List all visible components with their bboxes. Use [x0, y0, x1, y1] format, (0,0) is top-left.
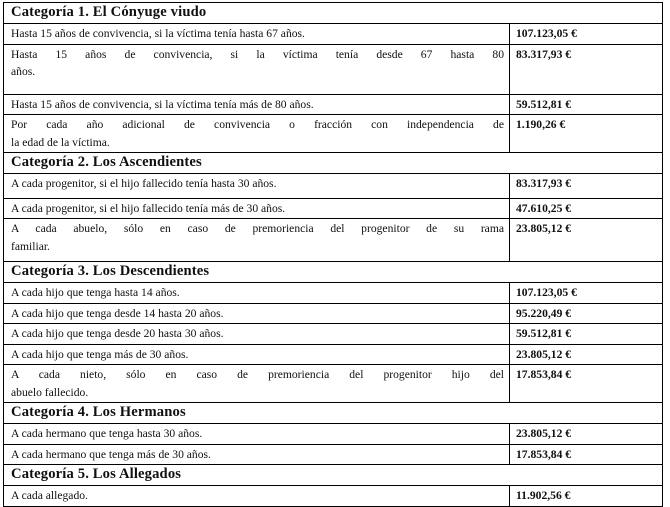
item-amount: 95.220,49 € [510, 303, 663, 324]
item-description: A cada hijo que tenga desde 14 hasta 20 años. [4, 303, 510, 324]
item-description-line: A cada abuelo, sólo en caso de premoriencia del progenitor de su rama [11, 222, 504, 235]
item-amount: 1.190,26 € [510, 115, 663, 153]
item-description [4, 219, 510, 262]
table-row [4, 283, 663, 304]
item-description: Hasta 15 años de convivencia, si la víctima tenía más de 80 años. [4, 94, 510, 115]
item-amount: 83.317,93 € [510, 174, 663, 199]
table-body [4, 3, 663, 507]
item-description: A cada hermano que tenga más de 30 años. [4, 444, 510, 465]
table-row [4, 94, 663, 115]
item-amount: 17.853,84 € [510, 365, 663, 403]
item-description [4, 365, 510, 403]
item-description-line: abuelo fallecido. [11, 385, 89, 399]
item-amount: 83.317,93 € [510, 44, 663, 94]
item-amount: 59.512,81 € [510, 94, 663, 115]
item-description-line: la edad de la víctima. [11, 135, 110, 149]
item-amount: 59.512,81 € [510, 324, 663, 345]
item-description: A cada hijo que tenga desde 20 hasta 30 años. [4, 324, 510, 345]
item-amount: 23.805,12 € [510, 344, 663, 365]
table-row [4, 365, 663, 403]
item-amount: 23.805,12 € [510, 424, 663, 445]
indemnity-scale-table [3, 2, 663, 507]
category-heading: Categoría 2. Los Ascendientes [4, 153, 663, 174]
item-description [4, 115, 510, 153]
item-amount: 47.610,25 € [510, 198, 663, 219]
category-header-row [4, 403, 663, 424]
table-row [4, 444, 663, 465]
category-heading: Categoría 4. Los Hermanos [4, 403, 663, 424]
table-row [4, 219, 663, 262]
item-description-line: familiar. [11, 239, 50, 253]
category-header-row [4, 153, 663, 174]
category-heading: Categoría 1. El Cónyuge viudo [4, 3, 663, 24]
item-description: A cada progenitor, si el hijo fallecido tenía hasta 30 años. [4, 174, 510, 199]
item-description-line: A cada nieto, sólo en caso de premoriencia del progenitor hijo del [11, 368, 504, 381]
category-heading: Categoría 5. Los Allegados [4, 465, 663, 486]
item-amount: 17.853,84 € [510, 444, 663, 465]
item-description: A cada progenitor, si el hijo fallecido tenía más de 30 años. [4, 198, 510, 219]
item-description-line: años. [11, 65, 36, 78]
category-heading: Categoría 3. Los Descendientes [4, 262, 663, 283]
table-row [4, 198, 663, 219]
indemnity-table-container [3, 2, 662, 507]
item-description-line: Por cada año adicional de convivencia o fracción con independencia de [11, 118, 504, 131]
item-amount: 107.123,05 € [510, 283, 663, 304]
table-row [4, 424, 663, 445]
category-header-row [4, 465, 663, 486]
item-description: A cada hijo que tenga hasta 14 años. [4, 283, 510, 304]
category-header-row [4, 3, 663, 24]
item-description [4, 44, 510, 94]
table-row [4, 303, 663, 324]
table-row [4, 324, 663, 345]
table-row [4, 174, 663, 199]
item-description: A cada hermano que tenga hasta 30 años. [4, 424, 510, 445]
item-description-line: Hasta 15 años de convivencia, si la víctima tenía desde 67 hasta 80 [11, 47, 504, 61]
category-header-row [4, 262, 663, 283]
item-description: Hasta 15 años de convivencia, si la víctima tenía hasta 67 años. [4, 24, 510, 45]
item-amount: 23.805,12 € [510, 219, 663, 262]
item-amount: 107.123,05 € [510, 24, 663, 45]
table-row [4, 24, 663, 45]
item-amount: 11.902,56 € [510, 486, 663, 507]
table-row [4, 44, 663, 94]
item-description: A cada allegado. [4, 486, 510, 507]
table-row [4, 486, 663, 507]
table-row [4, 344, 663, 365]
item-description: A cada hijo que tenga más de 30 años. [4, 344, 510, 365]
table-row [4, 115, 663, 153]
